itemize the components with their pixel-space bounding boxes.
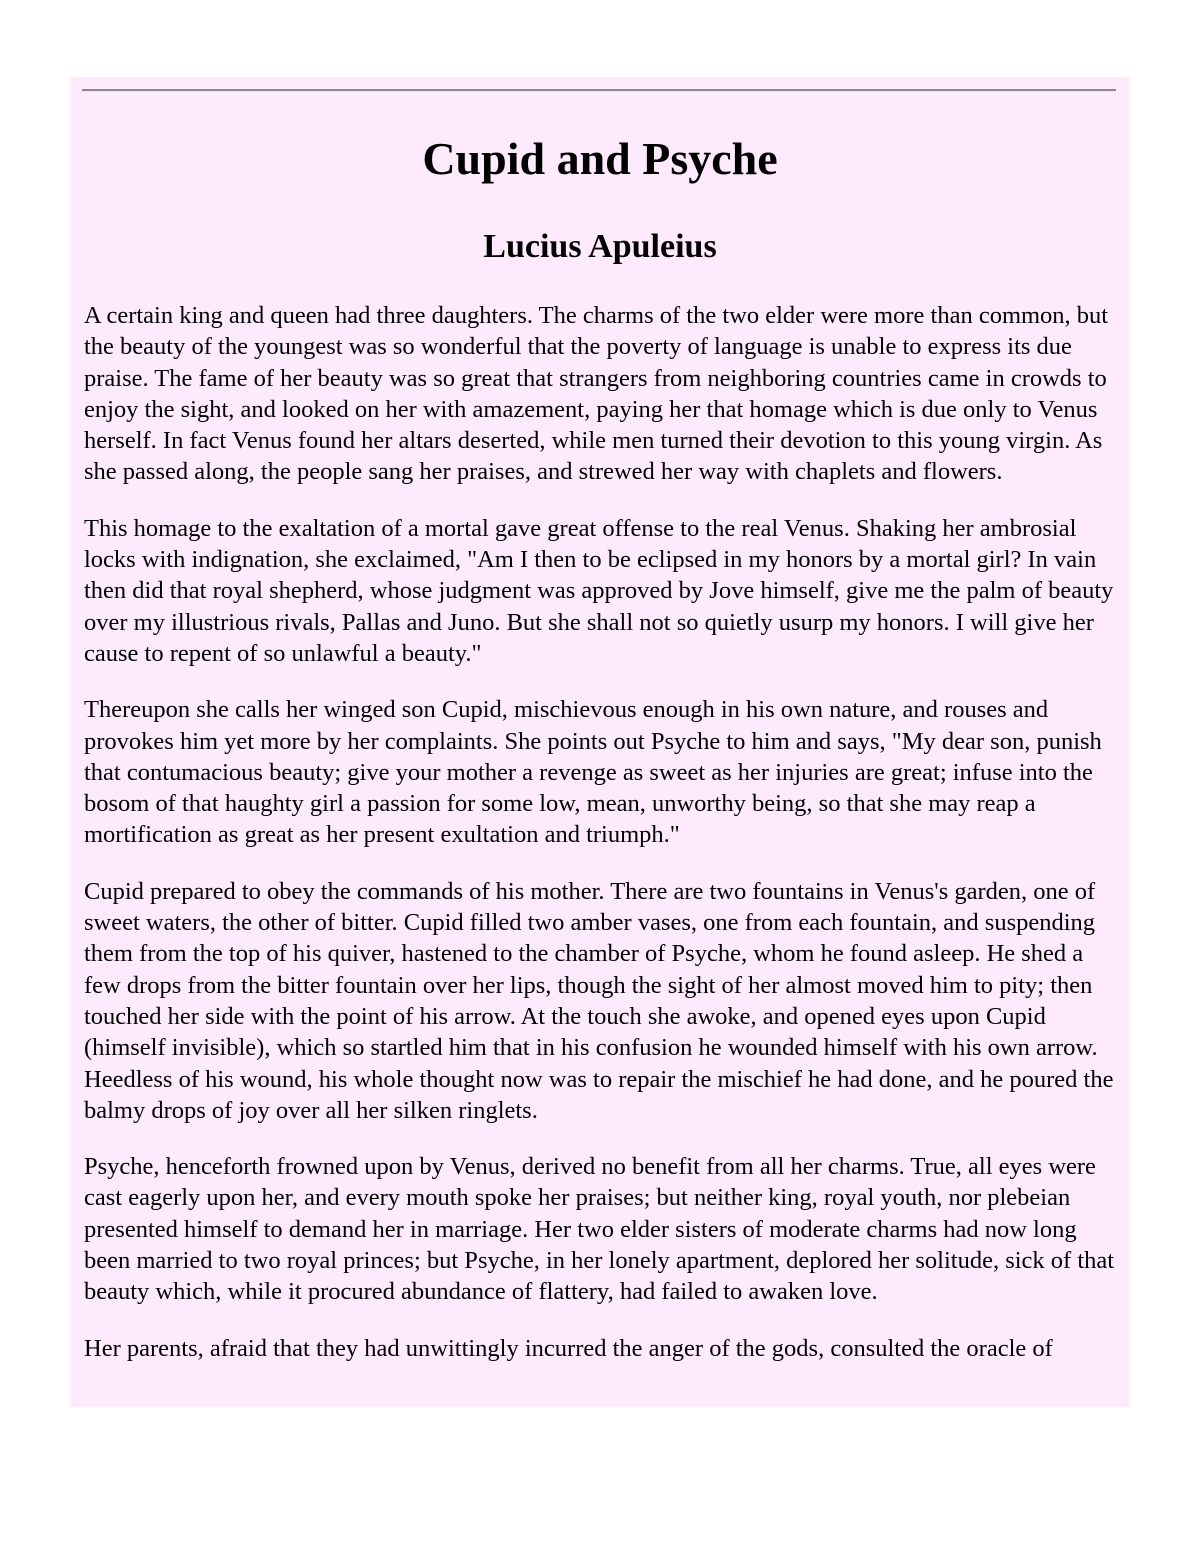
page-panel	[70, 77, 1130, 1407]
horizontal-rule	[82, 89, 1116, 92]
story-body	[84, 300, 1118, 1389]
paragraph: Cupid prepared to obey the commands of his mother. There are two fountains in Venus's garden, one of sweet waters, the other of bitter. Cupid filled two amber vases, one from each fountain, and suspending them from the top of his quiver, hastened to the chamber of Psyche, whom he found asleep. He shed a few drops from the bitter fountain over her lips, though the sight of her almost moved him to pity; then touched her side with the point of his arrow. At the touch she awoke, and opened eyes upon Cupid (himself invisible), which so startled him that in his confusion he wounded himself with his own arrow. Heedless of his wound, his whole thought now was to repair the mischief he had done, and he poured the balmy drops of joy over all her silken ringlets.	[84, 877, 1114, 1124]
paragraph: A certain king and queen had three daughters. The charms of the two elder were more than common, but the beauty of the youngest was so wonderful that the poverty of language is unable to express its due praise. The fame of her beauty was so great that strangers from neighboring countries came in crowds to enjoy the sight, and looked on her with amazement, paying her that homage which is due only to Venus herself. In fact Venus found her altars deserted, while men turned their devotion to this young virgin. As she passed along, the people sang her praises, and strewed her way with chaplets and flowers.	[84, 302, 1109, 486]
paragraph: Her parents, afraid that they had unwittingly incurred the anger of the gods, consulted the oracle of	[84, 1334, 1053, 1362]
paragraph: This homage to the exaltation of a mortal gave great offense to the real Venus. Shaking her ambrosial locks with indignation, she exclaimed, "Am I then to be eclipsed in my honors by a mortal girl? In vain then did that royal shepherd, whose judgment was approved by Jove himself, give me the palm of beauty over my illustrious rivals, Pallas and Juno. But she shall not so quietly usurp my honors. I will give her cause to repent of so unlawful a beauty."	[84, 514, 1114, 667]
paragraph: Psyche, henceforth frowned upon by Venus, derived no benefit from all her charms. True, all eyes were cast eagerly upon her, and every mouth spoke her praises; but neither king, royal youth, nor plebeian presented himself to demand her in marriage. Her two elder sisters of moderate charms had now long been married to two royal princes; but Psyche, in her lonely apartment, deplored her solitude, sick of that beauty which, while it procured abundance of flattery, had failed to awaken love.	[84, 1153, 1115, 1306]
page-title: Cupid and Psyche	[422, 133, 778, 184]
paragraph: Thereupon she calls her winged son Cupid, mischievous enough in his own nature, and rouses and provokes him yet more by her complaints. She points out Psyche to him and says, "My dear son, punish that contumacious beauty; give your mother a revenge as sweet as her injuries are great; infuse into the bosom of that haughty girl a passion for some low, mean, unworthy being, so that she may reap a mortification as great as her present exultation and triumph."	[84, 696, 1102, 849]
author-heading: Lucius Apuleius	[483, 228, 717, 265]
